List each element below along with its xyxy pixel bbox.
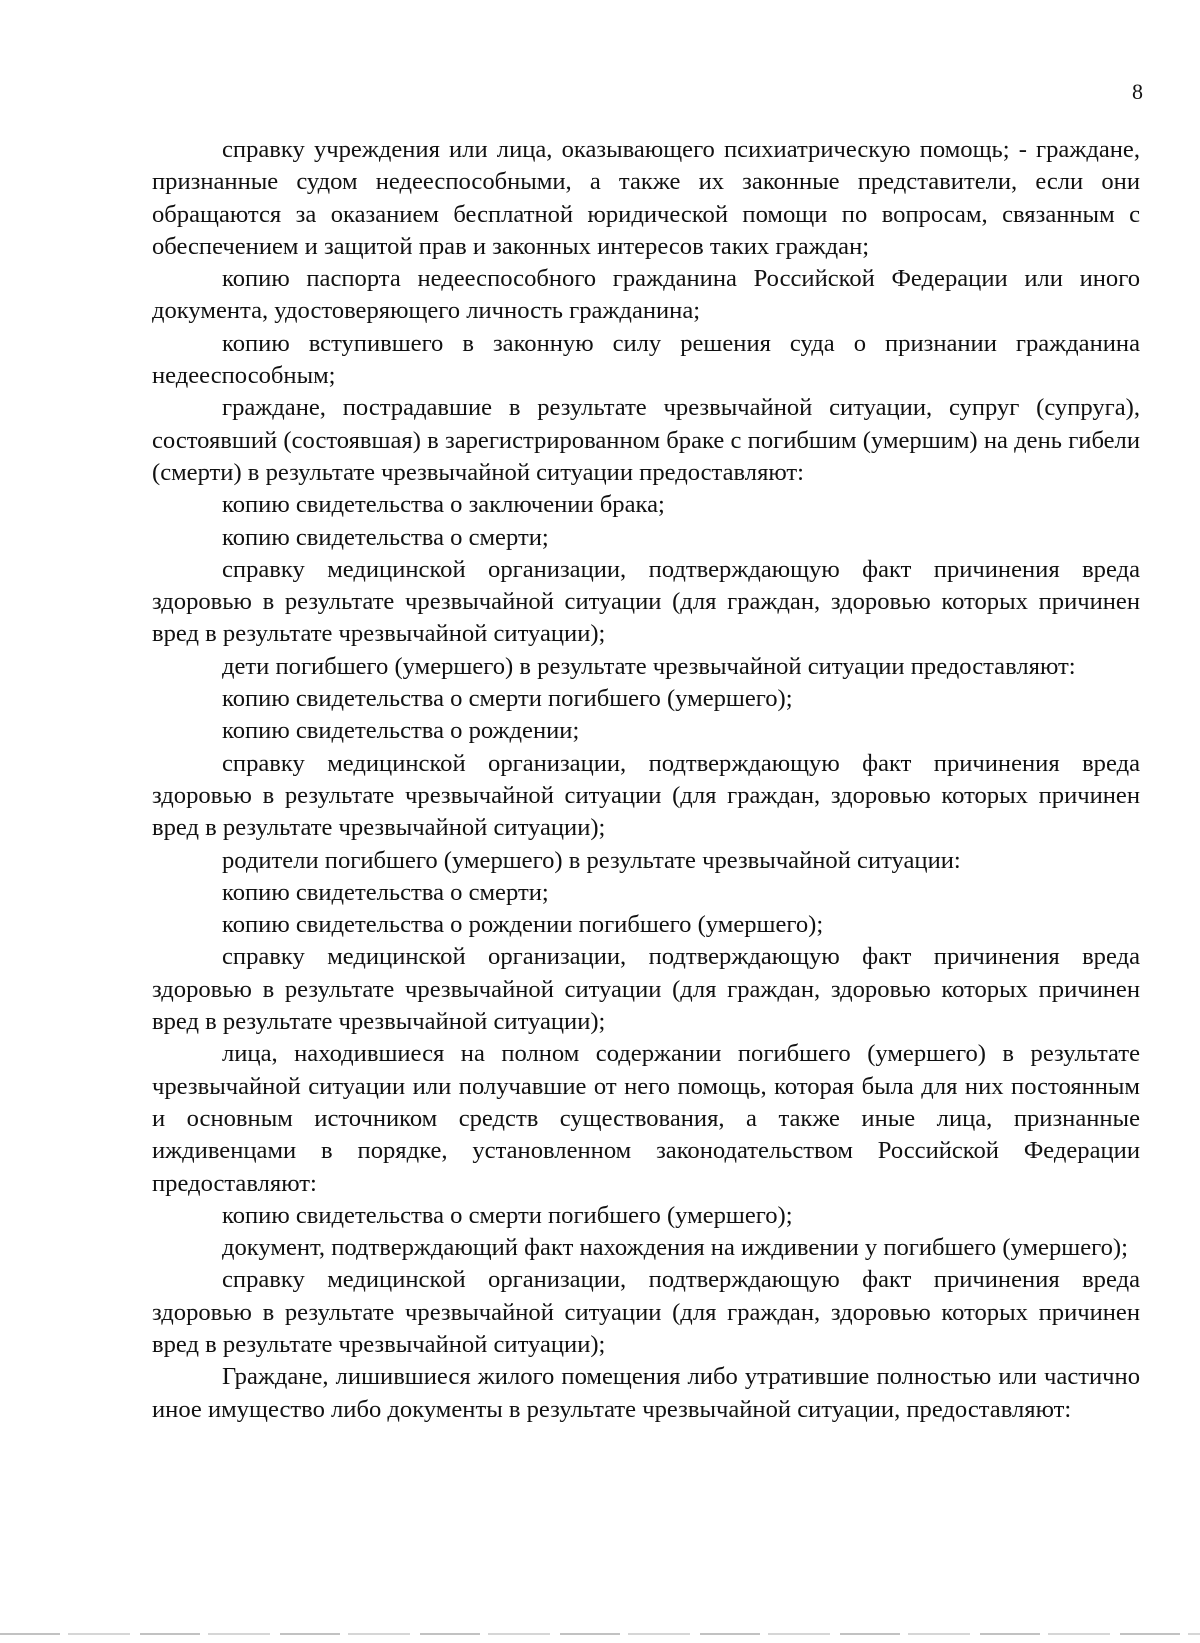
paragraph: копию свидетельства о рождении;	[222, 717, 580, 745]
page-number: 8	[1132, 79, 1143, 104]
paragraph: копию свидетельства о рождении погибшего (умершего);	[222, 911, 824, 939]
paragraph: Граждане, лишившиеся жилого помещения либо утратившие полностью или частично иное имущество либо документы в результате чрезвычайной ситуации, предоставляют:	[152, 1363, 1140, 1423]
paragraph: дети погибшего (умершего) в результате чрезвычайной ситуации предоставляют:	[222, 652, 1076, 680]
paragraph: справку медицинской организации, подтверждающую факт причинения вреда здоровью в результате чрезвычайной ситуации (для граждан, здоровью которых причинен вред в результате чрезвычайной ситуации);	[152, 749, 1140, 842]
paragraph: копию свидетельства о смерти;	[222, 878, 549, 906]
paragraph: справку учреждения или лица, оказывающего психиатрическую помощь; - граждане, признанные судом недееспособными, а также их законные представители, если они обращаются за оказанием бесплатной юридической помощи по вопросам, связанным с обеспечением и защитой прав и законных интересов таких граждан;	[152, 136, 1140, 260]
paragraph: справку медицинской организации, подтверждающую факт причинения вреда здоровью в результате чрезвычайной ситуации (для граждан, здоровью которых причинен вред в результате чрезвычайной ситуации);	[152, 1266, 1140, 1358]
paragraph: копию вступившего в законную силу решения суда о признании гражданина недееспособным;	[152, 329, 1140, 390]
paragraph: копию свидетельства о смерти погибшего (умершего);	[222, 685, 793, 713]
scan-edge-divider	[0, 1633, 1200, 1635]
paragraph: родители погибшего (умершего) в результате чрезвычайной ситуации:	[222, 846, 961, 874]
paragraph: копию свидетельства о заключении брака;	[222, 491, 665, 519]
document-body	[152, 134, 1140, 1426]
paragraph: справку медицинской организации, подтверждающую факт причинения вреда здоровью в результате чрезвычайной ситуации (для граждан, здоровью которых причинен вред в результате чрезвычайной ситуации);	[152, 943, 1140, 1036]
paragraph: документ, подтверждающий факт нахождения на иждивении у погибшего (умершего);	[222, 1234, 1128, 1262]
paragraph: справку медицинской организации, подтверждающую факт причинения вреда здоровью в результате чрезвычайной ситуации (для граждан, здоровью которых причинен вред в результате чрезвычайной ситуации);	[152, 555, 1140, 648]
paragraph: копию паспорта недееспособного гражданина Российской Федерации или иного документа, удостоверяющего личность гражданина;	[152, 265, 1140, 325]
paragraph: лица, находившиеся на полном содержании погибшего (умершего) в результате чрезвычайной ситуации или получавшие от него помощь, которая была для них постоянным и основным источником средств существования, а также иные лица, признанные иждивенцами в порядке, установленном законодательством Российской Федерации предоставляют:	[152, 1040, 1140, 1197]
paragraph: граждане, пострадавшие в результате чрезвычайной ситуации, супруг (супруга), состоявший (состоявшая) в зарегистрированном браке с погибшим (умершим) на день гибели (смерти) в результате чрезвычайной ситуации предоставляют:	[152, 394, 1140, 486]
paragraph: копию свидетельства о смерти погибшего (умершего);	[222, 1201, 793, 1229]
paragraph: копию свидетельства о смерти;	[222, 523, 549, 551]
